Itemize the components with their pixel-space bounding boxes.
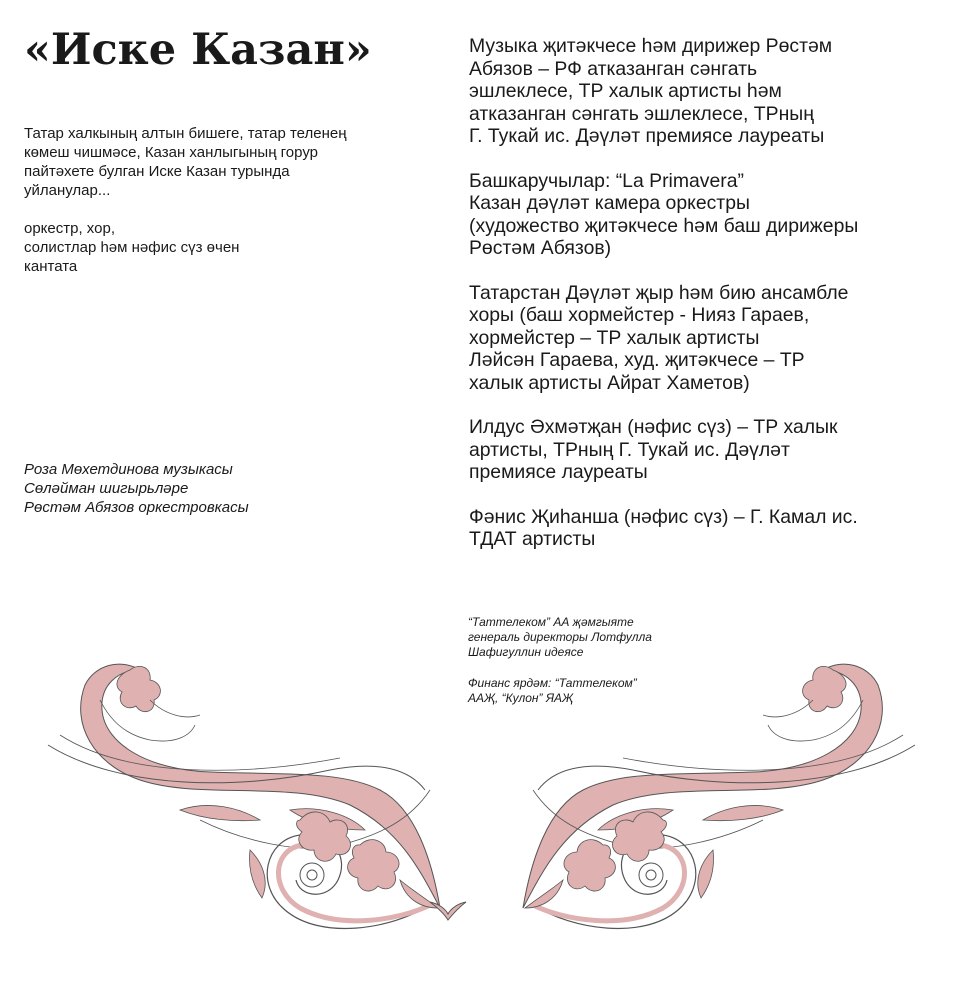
paragraph-line: атказанган сәнгать эшлеклесе, ТРның [469, 102, 814, 125]
intro-line: уйланулар... [24, 182, 111, 199]
choir-paragraph [469, 282, 939, 395]
sponsor-line: ААҖ, “Кулон” ЯАҖ [468, 691, 574, 705]
paragraph-line: хоры (баш хормейстер - Нияз Гараев, [469, 304, 810, 326]
paragraph-line: эшлеклесе, ТР халык артисты һәм [469, 80, 782, 102]
narrator-paragraph [469, 416, 939, 484]
paragraph-line: Ләйсән Гараева, худ. җитәкчесе – ТР [469, 349, 805, 371]
forms-line: солистлар һәм нәфис сүз өчен [24, 239, 240, 256]
paragraph-line: артисты, ТРның Г. Тукай ис. Дәүләт [469, 438, 790, 461]
narrator-paragraph [469, 506, 939, 551]
forms-line: оркестр, хор, [24, 220, 115, 237]
floral-ornament [0, 640, 963, 940]
author-credits [24, 460, 424, 517]
ornament-flower [348, 840, 399, 891]
forms-line: кантата [24, 258, 78, 275]
paragraph-line: ТДАТ артисты [469, 528, 596, 550]
paragraph-line: Фәнис Җиһанша (нәфис сүз) – Г. Камал ис. [469, 505, 858, 528]
paragraph-line: Рөстәм Абязов) [469, 237, 612, 259]
sponsor-line: Финанс ярдәм: “Таттелеком” [468, 676, 637, 690]
ornament-right-half [523, 664, 915, 928]
paragraph-line: Абязов – РФ атказанган сәнгать [469, 57, 758, 80]
credit-line: Сөләйман шигырьләре [24, 480, 189, 497]
ornament-left-half [48, 664, 440, 928]
paragraph-line: Музыка җитәкчесе һәм дирижер Рөстәм [469, 35, 833, 57]
sponsor-line: Шафигуллин идеясе [468, 645, 584, 659]
paragraph-line: Казан дәүләт камера оркестры [469, 192, 750, 214]
ornament-flower [117, 666, 160, 711]
ornament-leaf [250, 850, 266, 898]
page-title: «Иске Казан» [24, 25, 372, 75]
credit-line: Роза Мөхетдинова музыкасы [24, 461, 233, 478]
credit-line: Рөстәм Абязов оркестровкасы [24, 499, 249, 516]
paragraph-line: хормейстер – ТР халык артисты [469, 326, 760, 349]
sponsor-line: генераль директоры Лотфулла [468, 630, 652, 644]
performers-list [469, 35, 939, 573]
ornament-line [150, 700, 200, 717]
ornament-spiral-center [307, 870, 317, 880]
paragraph-line: Илдус Әхмәтҗан (нәфис сүз) – ТР халык [469, 416, 838, 438]
intro-text [24, 124, 424, 200]
sponsor-line: “Таттелеком” АА җәмгыяте [468, 615, 634, 629]
conductor-paragraph [469, 35, 939, 148]
intro-line: Татар халкының алтын бишеге, татар теленең [24, 125, 347, 142]
intro-line: пайтәхете булган Иске Казан турында [24, 163, 290, 180]
ornament-center-join [430, 902, 466, 920]
orchestra-paragraph [469, 170, 939, 260]
paragraph-line: Татарстан Дәүләт җыр һәм бию ансамбле [469, 281, 849, 304]
paragraph-line: Г. Тукай ис. Дәүләт премиясе лауреаты [469, 125, 825, 147]
paragraph-line: халык артисты Айрат Хаметов) [469, 371, 750, 394]
paragraph-line: Башкаручылар: “La Primavera” [469, 169, 744, 192]
performance-forms [24, 219, 424, 276]
intro-line: көмеш чишмәсе, Казан ханлыгының горур [24, 144, 318, 161]
paragraph-line: премиясе лауреаты [469, 461, 648, 483]
ornament-leaf [180, 805, 260, 820]
ornament-spiral-center [300, 863, 324, 887]
paragraph-line: (художество җитәкчесе һәм баш дирижеры [469, 214, 859, 237]
